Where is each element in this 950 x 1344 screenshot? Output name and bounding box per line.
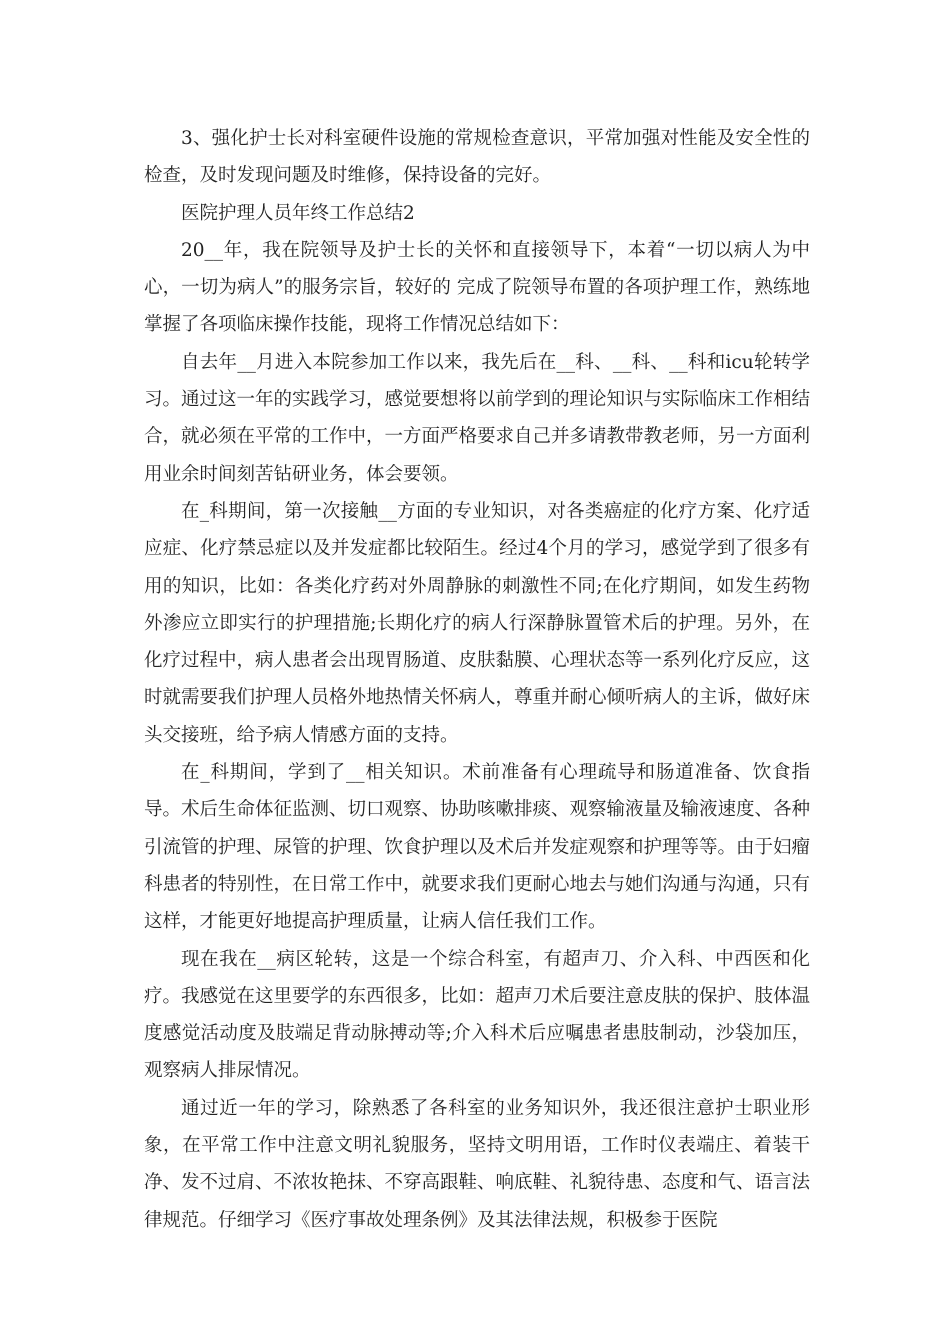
paragraph-intro: 20__年，我在院领导及护士长的关怀和直接领导下，本着“一切以病人为中心，一切为病人”的服务宗旨，较好的 完成了院领导布置的各项护理工作，熟练地掌握了各项临床操作技能，现将工作情况总结如下： [144,239,810,336]
paragraph-professional-image: 通过近一年的学习，除熟悉了各科室的业务知识外，我还很注意护士职业形象，在平常工作中注意文明礼貌服务，坚持文明用语，工作时仪表端庄、着装干净、发不过肩、不浓妆艳抹、不穿高跟鞋、响底鞋、礼貌待患、态度和气、语言法律规范。仔细学习《医疗事故处理条例》及其法律法规，积极参于医院 [144,1097,811,1231]
paragraph-current-ward: 现在我在__病区轮转，这是一个综合科室，有超声刀、介入科、中西医和化疗。我感觉在这里要学的东西很多，比如：超声刀术后要注意皮肤的保护、肢体温度感觉活动度及肢端足背动脉搏动等;介入科术后应嘱患者患肢制动，沙袋加压，观察病人排尿情况。 [144,948,811,1082]
paragraph-rotation-study: 自去年__月进入本院参加工作以来，我先后在__科、__科、__科和icu轮转学习。通过这一年的实践学习，感觉要想将以前学到的理论知识与实际临床工作相结合，就必须在平常的工作中，一方面严格要求自己并多请教带教老师，另一方面利用业余时间刻苦钻研业务，体会要领。 [144,351,811,485]
section-heading: 医院护理人员年终工作总结2 [181,202,415,224]
paragraph-gynecologic-oncology: 在_科期间，学到了__相关知识。术前准备有心理疏导和肠道准备、饮食指导。术后生命体征监测、切口观察、协助咳嗽排痰、观察输液量及输液速度、各种引流管的护理、尿管的护理、饮食护理以及术后并发症观察和护理等等。由于妇瘤科患者的特别性，在日常工作中，就要求我们更耐心地去与她们沟通与沟通，只有这样，才能更好地提高护理质量，让病人信任我们工作。 [144,762,811,933]
paragraph-hardware-inspection: 3、强化护士长对科室硬件设施的常规检查意识，平常加强对性能及安全性的检查，及时发现问题及时维修，保持设备的完好。 [144,128,810,187]
paragraph-chemotherapy: 在_科期间，第一次接触__方面的专业知识，对各类癌症的化疗方案、化疗适应症、化疗禁忌症以及并发症都比较陌生。经过4个月的学习，感觉学到了很多有用的知识，比如：各类化疗药对外周静脉的刺激性不同;在化疗期间，如发生药物外渗应立即实行的护理措施;长期化疗的病人行深静脉置管术后的护理。另外，在化疗过程中，病人患者会出现胃肠道、皮肤黏膜、心理状态等一系列化疗反应，这时就需要我们护理人员格外地热情关怀病人，尊重并耐心倾听病人的主诉，做好床头交接班，给予病人情感方面的支持。 [144,500,811,746]
document-body [144,120,810,1239]
